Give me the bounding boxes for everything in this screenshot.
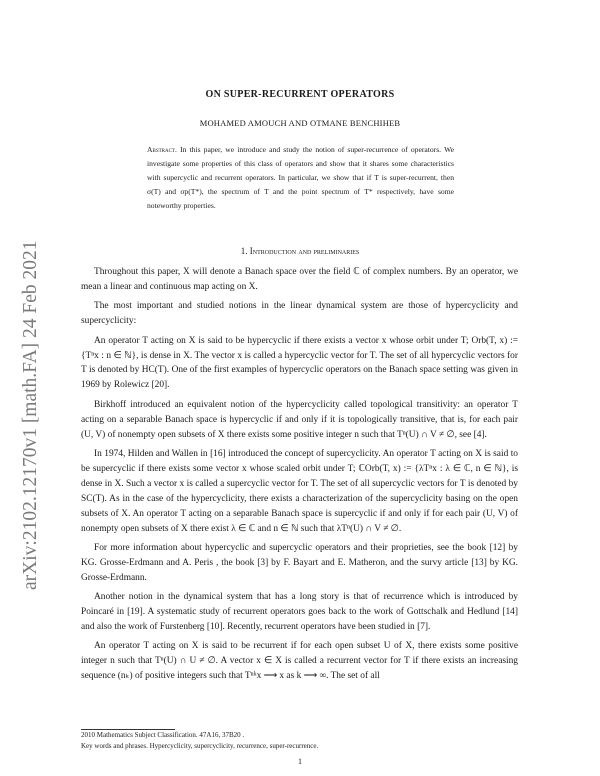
abstract-text: In this paper, we introduce and study the notion of super-recurrence of operators. We investigate some properties of this class of operators and show that it shares some characteristics with supercyclic and recurrent operators. In particular, we show that if T is super-recurrent, then σ(T) and σp(T*), the spectrum of T and the point spectrum of T* respectively, have some noteworthy properties. — [147, 145, 454, 210]
paragraph: For more information about hypercyclic and supercyclic operators and their proprieties, see the book [12] by KG. Grosse-Erdmann and A. Peris , the book [3] by F. Bayart and E. Matheron, and the survy article [13] by KG. Grosse-Erdmann. — [81, 542, 518, 583]
paragraph: Birkhoff introduced an equivalent notion of the hypercyclicity called topological transitivity: an operator T acting on a separable Banach space is hypercyclic if and only if it is topologically transitive, that is, for each pair (U, V) of nonempty open subsets of X there exists some positive integer n such that Tⁿ(U) ∩ V ≠ ∅, see [4]. — [81, 399, 518, 440]
paragraph: An operator T acting on X is said to be recurrent if for each open subset U of X, there exists some positive integer n such that Tⁿ(U) ∩ U ≠ ∅. A vector x ∈ X is called a recurrent vector for T if there exists an increasing sequence (nₖ) of positive integers such that Tⁿᵏx ⟶ x as k ⟶ ∞. The set of all — [81, 641, 518, 682]
page-number: 1 — [298, 757, 302, 766]
footnote-msc: 2010 Mathematics Subject Classification. 47A16, 37B20 . — [81, 731, 245, 739]
arxiv-stamp: arXiv:2102.12170v1 [math.FA] 24 Feb 2021 — [20, 240, 41, 590]
paragraph: In 1974, Hilden and Wallen in [16] introduced the concept of supercyclicity. An operator T acting on X is said to be supercyclic if there exists some vector x whose scaled orbit under T; ℂOrb(T, x) := {λTⁿx : λ ∈ ℂ, n ∈ ℕ}, is dense in X. Such a vector x is called a supercyclic vector for T. The set of all supercyclic vectors for T is denoted by SC(T). As in the case of the hypercyclicity, there exists a characterization of the supercyclicity basing on the open subsets of X. An operator T acting on a separable Banach space is supercyclic if and only if for each pair (U, V) of nonempty open subsets of X there exist λ ∈ ℂ and n ∈ ℕ such that λTⁿ(U) ∩ V ≠ ∅. — [81, 448, 518, 534]
paper-title: ON SUPER-RECURRENT OPERATORS — [205, 89, 395, 100]
paragraph: An operator T acting on X is said to be hypercyclic if there exists a vector x whose orbit under T; Orb(T, x) := {Tⁿx : n ∈ ℕ}, is dense in X. The vector x is called a hypercyclic vector for T. The set of all hypercyclic vectors for T is denoted by HC(T). One of the first examples of hypercyclic operators on the Banach space setting was given in 1969 by Rolewicz [20]. — [81, 335, 518, 391]
body-text — [81, 265, 518, 689]
paragraph: Throughout this paper, X will denote a Banach space over the field ℂ of complex numbers. By an operator, we mean a linear and continuous map acting on X. — [81, 267, 518, 292]
abstract — [147, 143, 454, 213]
paragraph: The most important and studied notions in the linear dynamical system are those of hypercyclicity and supercyclicity: — [81, 301, 518, 327]
footnote-rule — [81, 729, 175, 730]
section-heading: 1. Introduction and preliminaries — [240, 246, 360, 256]
paper-authors: MOHAMED AMOUCH AND OTMANE BENCHIHEB — [199, 118, 401, 128]
paragraph: Another notion in the dynamical system that has a long story is that of recurrence which is introduced by Poincaré in [19]. A systematic study of recurrent operators goes back to the work of Gottschalk and Hedlund [14] and also the work of Furstenberg [10]. Recently, recurrent operators have been studied in [7]. — [81, 592, 518, 632]
footnote-keywords: Key words and phrases. Hypercyclicity, supercyclicity, recurrence, super-recurrence. — [81, 742, 319, 750]
abstract-label: Abstract. — [147, 145, 177, 154]
